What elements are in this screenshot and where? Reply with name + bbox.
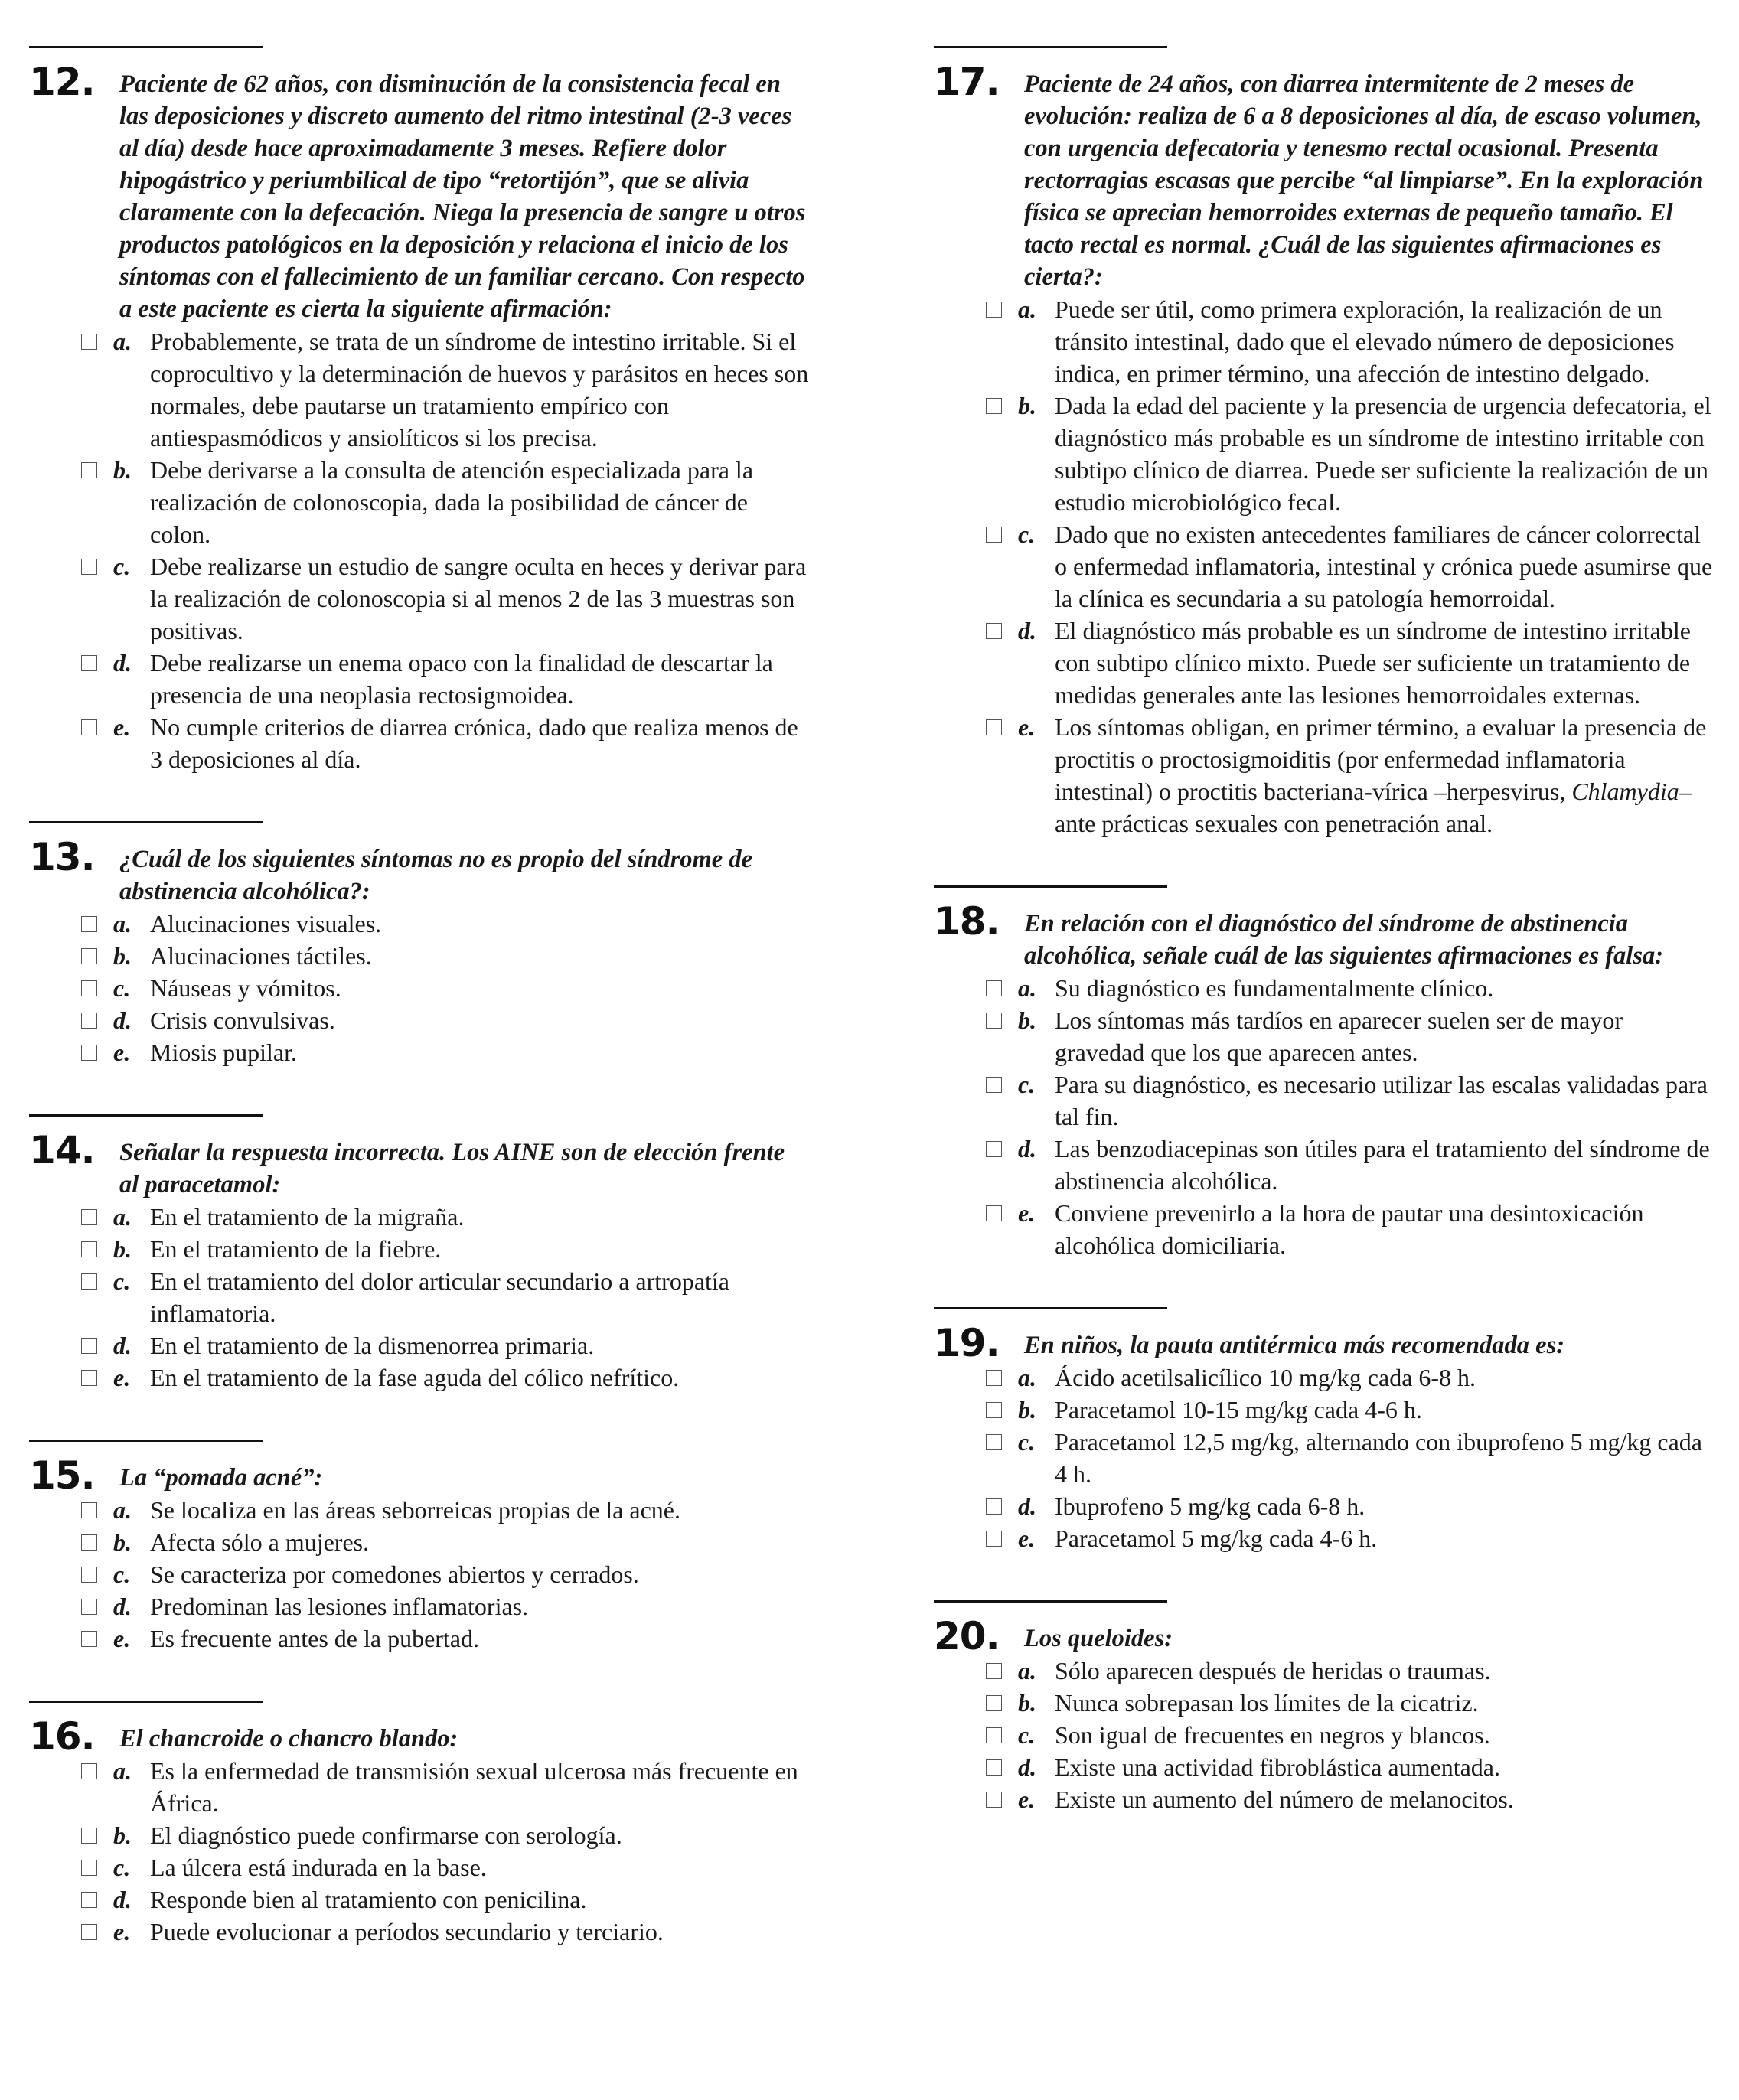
question-number: 15. [29, 1453, 95, 1498]
option-text: Para su diagnóstico, es necesario utilizar las escalas validadas para tal fin. [1055, 1071, 1708, 1130]
option-letter: a. [1018, 1364, 1036, 1391]
option-text-part: Los síntomas obligan, en primer término, a evaluar la presencia de proctitis o proctosigmoiditis (por enfermedad inflamatoria intestinal) o proctitis bacteriana-vírica –herpesvirus, [1055, 713, 1707, 805]
checkbox[interactable] [81, 916, 97, 932]
option-text: Ibuprofeno 5 mg/kg cada 6-8 h. [1055, 1492, 1365, 1520]
option-d[interactable] [29, 1883, 810, 1916]
option-text: El diagnóstico puede confirmarse con serología. [150, 1821, 622, 1849]
checkbox[interactable] [81, 1370, 97, 1386]
option-c[interactable] [29, 1265, 810, 1329]
option-d[interactable] [934, 615, 1715, 711]
option-text: Paracetamol 10-15 mg/kg cada 4-6 h. [1055, 1396, 1422, 1423]
option-letter: a. [113, 328, 132, 355]
option-letter: d. [113, 1006, 132, 1034]
question-number: 19. [934, 1321, 1000, 1365]
option-text: Sólo aparecen después de heridas o traumas. [1055, 1657, 1491, 1684]
question-divider [29, 821, 263, 823]
question-19 [934, 1307, 1715, 1554]
question-16 [29, 1701, 810, 1948]
option-d[interactable] [29, 1590, 810, 1622]
checkbox[interactable] [986, 1531, 1002, 1547]
option-letter: b. [113, 1235, 132, 1263]
option-letter: a. [113, 1203, 132, 1231]
question-18 [934, 885, 1715, 1261]
checkbox[interactable] [986, 1434, 1002, 1450]
checkbox[interactable] [986, 1205, 1002, 1221]
option-e[interactable] [29, 1916, 810, 1948]
option-letter: b. [113, 942, 132, 970]
option-letter: b. [113, 456, 132, 484]
question-17 [934, 46, 1715, 840]
option-e[interactable] [934, 1522, 1715, 1554]
option-text: La úlcera está indurada en la base. [150, 1854, 487, 1881]
checkbox[interactable] [81, 1924, 97, 1940]
option-b[interactable] [29, 1819, 810, 1851]
option-letter: a. [113, 1496, 132, 1524]
option-text: Puede evolucionar a períodos secundario y terciario. [150, 1918, 664, 1945]
question-divider [29, 46, 263, 48]
option-b[interactable] [934, 1004, 1715, 1068]
question-header [29, 60, 810, 325]
question-header [934, 60, 1715, 293]
checkbox[interactable] [986, 623, 1002, 639]
option-text: Nunca sobrepasan los límites de la cicatriz. [1055, 1689, 1479, 1717]
question-header [934, 1614, 1715, 1658]
option-text: Paracetamol 5 mg/kg cada 4-6 h. [1055, 1524, 1378, 1552]
checkbox[interactable] [81, 1045, 97, 1061]
checkbox[interactable] [81, 948, 97, 964]
option-letter: d. [1018, 1753, 1036, 1781]
option-text-italic: Chlamydia [1571, 778, 1679, 805]
question-divider [934, 885, 1167, 888]
option-e[interactable] [29, 711, 810, 775]
option-a[interactable] [29, 908, 810, 940]
option-letter: b. [1018, 392, 1036, 419]
option-letter: c. [1018, 520, 1036, 548]
option-text: El diagnóstico más probable es un síndrome de intestino irritable con subtipo clínico mixto. Puede ser suficiente un tratamiento de medidas generales ante las lesiones hemorroidales externas. [1055, 617, 1691, 709]
option-letter: e. [1018, 1785, 1036, 1813]
checkbox[interactable] [986, 1141, 1002, 1157]
checkbox[interactable] [81, 1338, 97, 1354]
option-text: Dado que no existen antecedentes familiares de cáncer colorrectal o enfermedad inflamatoria, intestinal y crónica puede asumirse que la clínica es secundaria a su patología hemorroidal. [1055, 520, 1713, 612]
option-letter: e. [1018, 1199, 1036, 1227]
option-letter: b. [113, 1821, 132, 1849]
checkbox[interactable] [986, 1498, 1002, 1515]
question-number: 18. [934, 899, 1000, 944]
left-column [29, 46, 810, 1948]
option-text: Es la enfermedad de transmisión sexual ulcerosa más frecuente en África. [150, 1757, 798, 1817]
question-13 [29, 821, 810, 1068]
option-letter: d. [113, 649, 132, 677]
question-14 [29, 1114, 810, 1394]
option-letter: e. [113, 713, 131, 741]
checkbox[interactable] [81, 1631, 97, 1647]
option-d[interactable] [934, 1133, 1715, 1197]
option-letter: a. [113, 910, 132, 938]
option-text: Son igual de frecuentes en negros y blancos. [1055, 1721, 1490, 1749]
question-divider [29, 1440, 263, 1442]
question-header [29, 835, 810, 908]
option-letter: b. [113, 1528, 132, 1556]
checkbox[interactable] [986, 719, 1002, 735]
option-letter: a. [113, 1757, 132, 1785]
option-e[interactable] [934, 711, 1715, 840]
option-letter: d. [113, 1886, 132, 1913]
option-a[interactable] [934, 293, 1715, 390]
option-c[interactable] [29, 1558, 810, 1590]
option-text: Debe realizarse un enema opaco con la finalidad de descartar la presencia de una neoplasia rectosigmoidea. [150, 649, 773, 709]
answer-options [934, 1655, 1715, 1815]
answer-options [934, 293, 1715, 840]
option-text: Alucinaciones visuales. [150, 910, 382, 938]
option-c[interactable] [934, 518, 1715, 615]
checkbox[interactable] [986, 302, 1002, 318]
answer-options [29, 1201, 810, 1394]
option-letter: d. [113, 1593, 132, 1620]
checkbox[interactable] [986, 398, 1002, 414]
option-a[interactable] [29, 325, 810, 454]
question-15 [29, 1440, 810, 1655]
option-e[interactable] [934, 1783, 1715, 1815]
checkbox[interactable] [81, 1241, 97, 1257]
option-text: Existe un aumento del número de melanocitos. [1055, 1785, 1514, 1813]
checkbox[interactable] [81, 462, 97, 478]
option-c[interactable] [934, 1426, 1715, 1490]
question-divider [934, 1307, 1167, 1309]
option-b[interactable] [934, 1394, 1715, 1426]
option-e[interactable] [29, 1622, 810, 1655]
question-number: 14. [29, 1128, 95, 1172]
option-d[interactable] [29, 1004, 810, 1036]
option-text: En el tratamiento de la dismenorrea primaria. [150, 1332, 595, 1359]
checkbox[interactable] [81, 1599, 97, 1615]
option-a[interactable] [934, 1361, 1715, 1394]
checkbox[interactable] [81, 559, 97, 575]
option-text: Responde bien al tratamiento con penicilina. [150, 1886, 587, 1913]
option-a[interactable] [29, 1494, 810, 1526]
checkbox[interactable] [81, 719, 97, 735]
option-a[interactable] [29, 1201, 810, 1233]
option-e[interactable] [29, 1036, 810, 1068]
option-d[interactable] [934, 1751, 1715, 1783]
option-c[interactable] [29, 972, 810, 1004]
option-b[interactable] [29, 1233, 810, 1265]
answer-options [934, 972, 1715, 1261]
checkbox[interactable] [986, 1695, 1002, 1711]
option-letter: c. [113, 1854, 131, 1881]
checkbox[interactable] [986, 1663, 1002, 1679]
answer-options [29, 1755, 810, 1948]
option-e[interactable] [934, 1197, 1715, 1261]
checkbox[interactable] [81, 1534, 97, 1551]
option-d[interactable] [29, 647, 810, 711]
option-text: Miosis pupilar. [150, 1039, 298, 1066]
option-letter: c. [113, 1560, 131, 1588]
question-number: 12. [29, 60, 95, 104]
option-text: En el tratamiento del dolor articular secundario a artropatía inflamatoria. [150, 1267, 729, 1327]
option-text: En el tratamiento de la fase aguda del cólico nefrítico. [150, 1364, 680, 1391]
option-letter: e. [113, 1364, 131, 1391]
question-divider [29, 1701, 263, 1703]
checkbox[interactable] [81, 1209, 97, 1225]
checkbox[interactable] [986, 1370, 1002, 1386]
option-c[interactable] [934, 1068, 1715, 1133]
option-e[interactable] [29, 1361, 810, 1394]
option-b[interactable] [934, 390, 1715, 518]
option-letter: c. [1018, 1428, 1036, 1456]
option-letter: c. [113, 974, 131, 1002]
option-text: No cumple criterios de diarrea crónica, dado que realiza menos de 3 deposiciones al día. [150, 713, 798, 773]
answer-options [934, 1361, 1715, 1554]
option-text-part: – ante prácticas sexuales con penetración anal. [1055, 778, 1692, 837]
option-b[interactable] [29, 940, 810, 972]
option-text: Existe una actividad fibroblástica aumentada. [1055, 1753, 1500, 1781]
option-b[interactable] [934, 1687, 1715, 1719]
right-column [934, 46, 1715, 1815]
option-letter: b. [1018, 1396, 1036, 1423]
question-stem: El chancroide o chancro blando: [119, 1725, 458, 1753]
option-d[interactable] [934, 1490, 1715, 1522]
question-20 [934, 1600, 1715, 1815]
option-text: Es frecuente antes de la pubertad. [150, 1625, 480, 1652]
option-a[interactable] [934, 972, 1715, 1004]
option-letter: c. [113, 553, 131, 580]
option-a[interactable] [934, 1655, 1715, 1687]
option-text: Se localiza en las áreas seborreicas propias de la acné. [150, 1496, 680, 1524]
question-12 [29, 46, 810, 775]
option-letter: c. [1018, 1721, 1036, 1749]
checkbox[interactable] [986, 1792, 1002, 1808]
checkbox[interactable] [986, 527, 1002, 543]
question-header [934, 1321, 1715, 1365]
checkbox[interactable] [81, 1273, 97, 1290]
option-text: En el tratamiento de la fiebre. [150, 1235, 442, 1263]
checkbox[interactable] [986, 1077, 1002, 1093]
option-text: Paracetamol 12,5 mg/kg, alternando con ibuprofeno 5 mg/kg cada 4 h. [1055, 1428, 1702, 1488]
question-divider [29, 1114, 263, 1117]
option-letter: a. [1018, 974, 1036, 1002]
option-text: Su diagnóstico es fundamentalmente clínico. [1055, 974, 1494, 1002]
question-stem: Paciente de 24 años, con diarrea intermitente de 2 meses de evolución: realiza de 6 a 8 deposiciones al día, de escaso volumen, con urgencia defecatoria y tenesmo rectal ocasional. Presenta rectorragias escasas que percibe “al limpiarse”. En la exploración física se aprecian hemorroides externas de pequeño tamaño. El tacto rectal es normal. ¿Cuál de las siguientes afirmaciones es cierta?: [1024, 70, 1704, 291]
checkbox[interactable] [986, 1402, 1002, 1418]
question-number: 16. [29, 1714, 95, 1759]
option-text: Puede ser útil, como primera exploración, la realización de un tránsito intestinal, dado que el elevado número de deposiciones indica, en primer término, una afección de intestino delgado. [1055, 295, 1675, 387]
option-text: Los síntomas más tardíos en aparecer suelen ser de mayor gravedad que los que aparecen antes. [1055, 1006, 1623, 1066]
question-divider [934, 1600, 1167, 1603]
option-c[interactable] [934, 1719, 1715, 1751]
checkbox[interactable] [81, 1502, 97, 1518]
question-number: 13. [29, 835, 95, 879]
option-c[interactable] [29, 550, 810, 647]
option-text: Afecta sólo a mujeres. [150, 1528, 370, 1556]
checkbox[interactable] [986, 1727, 1002, 1743]
checkbox[interactable] [81, 980, 97, 996]
option-letter: d. [1018, 617, 1036, 644]
option-a[interactable] [29, 1755, 810, 1819]
option-letter: b. [1018, 1006, 1036, 1034]
answer-options [29, 325, 810, 775]
checkbox[interactable] [81, 655, 97, 671]
checkbox[interactable] [81, 1892, 97, 1908]
question-stem: Señalar la respuesta incorrecta. Los AINE son de elección frente al paracetamol: [119, 1139, 785, 1198]
option-letter: d. [113, 1332, 132, 1359]
option-letter: c. [113, 1267, 131, 1295]
checkbox[interactable] [81, 1860, 97, 1876]
option-text: Dada la edad del paciente y la presencia de urgencia defecatoria, el diagnóstico más probable es un síndrome de intestino irritable con subtipo clínico de diarrea. Puede ser suficiente la realización de un estudio microbiológico fecal. [1055, 392, 1711, 516]
option-text: En el tratamiento de la migraña. [150, 1203, 465, 1231]
option-letter: d. [1018, 1135, 1036, 1162]
question-header [29, 1453, 810, 1498]
option-letter: c. [1018, 1071, 1036, 1098]
option-letter: e. [1018, 1524, 1036, 1552]
checkbox[interactable] [81, 334, 97, 350]
question-header [934, 899, 1715, 972]
option-letter: b. [1018, 1689, 1036, 1717]
question-stem: ¿Cuál de los siguientes síntomas no es propio del síndrome de abstinencia alcohólica?: [119, 846, 753, 905]
option-text: Náuseas y vómitos. [150, 974, 341, 1002]
question-stem: En relación con el diagnóstico del síndrome de abstinencia alcohólica, señale cuál de las siguientes afirmaciones es falsa: [1024, 910, 1664, 970]
question-header [29, 1714, 810, 1759]
option-text: Debe realizarse un estudio de sangre oculta en heces y derivar para la realización de colonoscopia si al menos 2 de las 3 muestras son positivas. [150, 553, 807, 644]
question-header [29, 1128, 810, 1201]
option-letter: d. [1018, 1492, 1036, 1520]
option-text [1055, 713, 1706, 837]
option-text: Se caracteriza por comedones abiertos y cerrados. [150, 1560, 639, 1588]
question-divider [934, 46, 1167, 48]
option-letter: e. [113, 1039, 131, 1066]
checkbox[interactable] [81, 1763, 97, 1779]
option-text: Debe derivarse a la consulta de atención especializada para la realización de colonoscopia, dada la posibilidad de cáncer de colon. [150, 456, 754, 548]
question-number: 17. [934, 60, 1000, 104]
question-stem: En niños, la pauta antitérmica más recomendada es: [1024, 1332, 1565, 1359]
option-letter: a. [1018, 295, 1036, 323]
answer-options [29, 1494, 810, 1655]
option-text: Ácido acetilsalicílico 10 mg/kg cada 6-8 h. [1055, 1364, 1476, 1391]
option-text: Crisis convulsivas. [150, 1006, 335, 1034]
question-number: 20. [934, 1614, 1000, 1658]
option-letter: a. [1018, 1657, 1036, 1684]
checkbox[interactable] [81, 1012, 97, 1029]
option-text: Probablemente, se trata de un síndrome de intestino irritable. Si el coprocultivo y la determinación de huevos y parásitos en heces son normales, debe pautarse un tratamiento empírico con antiespasmódicos y ansiolíticos si los precisa. [150, 328, 809, 452]
question-stem: La “pomada acné”: [119, 1464, 323, 1492]
checkbox[interactable] [986, 980, 1002, 996]
checkbox[interactable] [986, 1759, 1002, 1776]
option-c[interactable] [29, 1851, 810, 1883]
option-text: Alucinaciones táctiles. [150, 942, 372, 970]
option-letter: e. [113, 1625, 131, 1652]
option-text: Las benzodiacepinas son útiles para el tratamiento del síndrome de abstinencia alcohólica. [1055, 1135, 1710, 1195]
question-stem: Paciente de 62 años, con disminución de la consistencia fecal en las deposiciones y discreto aumento del ritmo intestinal (2-3 veces al día) desde hace aproximadamente 3 meses. Refiere dolor hipogástrico y periumbilical de tipo “retortijón”, que se alivia claramente con la defecación. Niega la presencia de sangre u otros productos patológicos en la deposición y relaciona el inicio de los síntomas con el fallecimiento de un familiar cercano. Con respecto a este paciente es cierta la siguiente afirmación: [119, 70, 806, 323]
question-stem: Los queloides: [1024, 1625, 1173, 1652]
checkbox[interactable] [81, 1567, 97, 1583]
option-letter: e. [1018, 713, 1036, 741]
option-b[interactable] [29, 454, 810, 550]
option-d[interactable] [29, 1329, 810, 1361]
checkbox[interactable] [986, 1012, 1002, 1029]
option-letter: e. [113, 1918, 131, 1945]
option-text: Conviene prevenirlo a la hora de pautar una desintoxicación alcohólica domiciliaria. [1055, 1199, 1644, 1259]
answer-options [29, 908, 810, 1068]
option-text: Predominan las lesiones inflamatorias. [150, 1593, 529, 1620]
checkbox[interactable] [81, 1828, 97, 1844]
option-b[interactable] [29, 1526, 810, 1558]
